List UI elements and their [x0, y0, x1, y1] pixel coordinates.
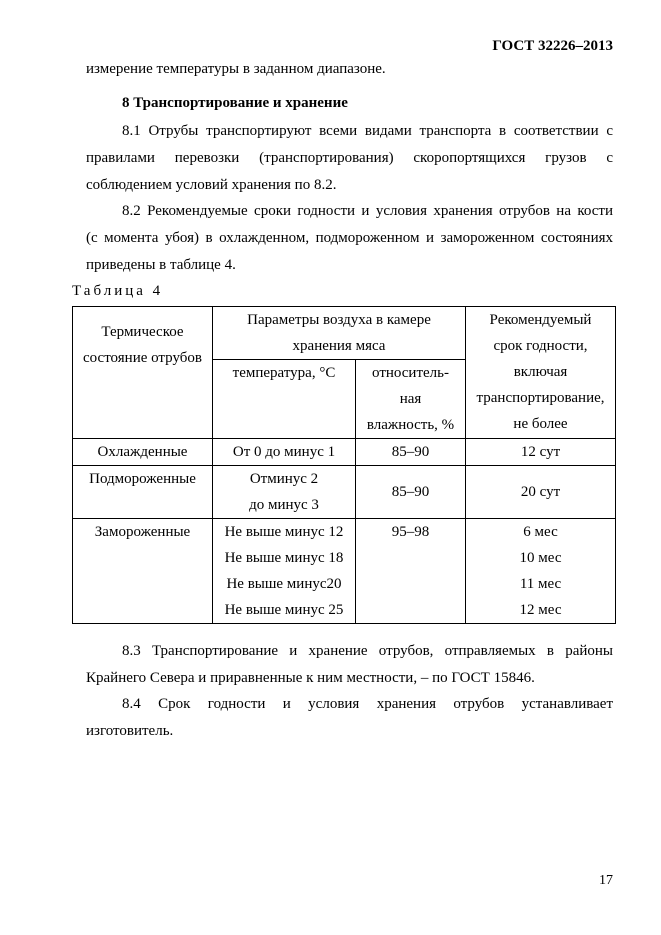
header-humidity: относитель- ная влажность, %	[356, 360, 466, 439]
cell-temperature: От 0 до минус 1	[213, 439, 356, 466]
paragraph-line: соблюдением условий хранения по 8.2.	[86, 177, 337, 193]
table-row	[73, 519, 616, 624]
header-shelf-life: Рекомендуемый срок годности, включая транспортирование, не более	[466, 307, 616, 439]
intro-line: измерение температуры в заданном диапазоне.	[86, 61, 386, 77]
cell-shelf-life: 6 мес 10 мес 11 мес 12 мес	[466, 519, 616, 624]
page-number: 17	[599, 873, 613, 888]
table-row	[73, 466, 616, 519]
cell-state: Замороженные	[73, 519, 213, 624]
cell-humidity: 85–90	[356, 466, 466, 519]
cell-shelf-life: 12 сут	[466, 439, 616, 466]
table-caption: Таблица 4	[72, 283, 164, 299]
cell-temperature: Отминус 2 до минус 3	[213, 466, 356, 519]
storage-table	[72, 306, 616, 624]
cell-state: Подмороженные	[73, 466, 213, 519]
paragraph-line: правилами перевозки (транспортирования) скоропортящихся грузов с	[86, 150, 613, 166]
cell-state: Охлажденные	[73, 439, 213, 466]
paragraph-line: 8.3 Транспортирование и хранение отрубов, отправляемых в районы	[122, 643, 613, 659]
paragraph-line: Крайнего Севера и приравненные к ним местности, – по ГОСТ 15846.	[86, 670, 535, 686]
cell-shelf-life: 20 сут	[466, 466, 616, 519]
paragraph-line: приведены в таблице 4.	[86, 257, 236, 273]
header-thermal-state: Термическое состояние отрубов	[73, 307, 213, 439]
document-header: ГОСТ 32226–2013	[492, 38, 613, 54]
header-temperature: температура, °С	[213, 360, 356, 439]
cell-humidity: 95–98	[356, 519, 466, 624]
paragraph-line: 8.2 Рекомендуемые сроки годности и условия хранения отрубов на кости	[122, 203, 613, 219]
paragraph-line: изготовитель.	[86, 723, 174, 739]
table-header-row	[73, 307, 616, 360]
table-row	[73, 439, 616, 466]
cell-temperature: Не выше минус 12 Не выше минус 18 Не выше минус20 Не выше минус 25	[213, 519, 356, 624]
header-air-parameters: Параметры воздуха в камере хранения мяса	[213, 307, 466, 360]
paragraph-line: 8.4 Срок годности и условия хранения отрубов устанавливает	[122, 696, 613, 712]
paragraph-line: (с момента убоя) в охлажденном, подмороженном и замороженном состояниях	[86, 230, 613, 246]
cell-humidity: 85–90	[356, 439, 466, 466]
section-title: 8 Транспортирование и хранение	[122, 95, 348, 111]
paragraph-line: 8.1 Отрубы транспортируют всеми видами транспорта в соответствии с	[122, 123, 613, 139]
